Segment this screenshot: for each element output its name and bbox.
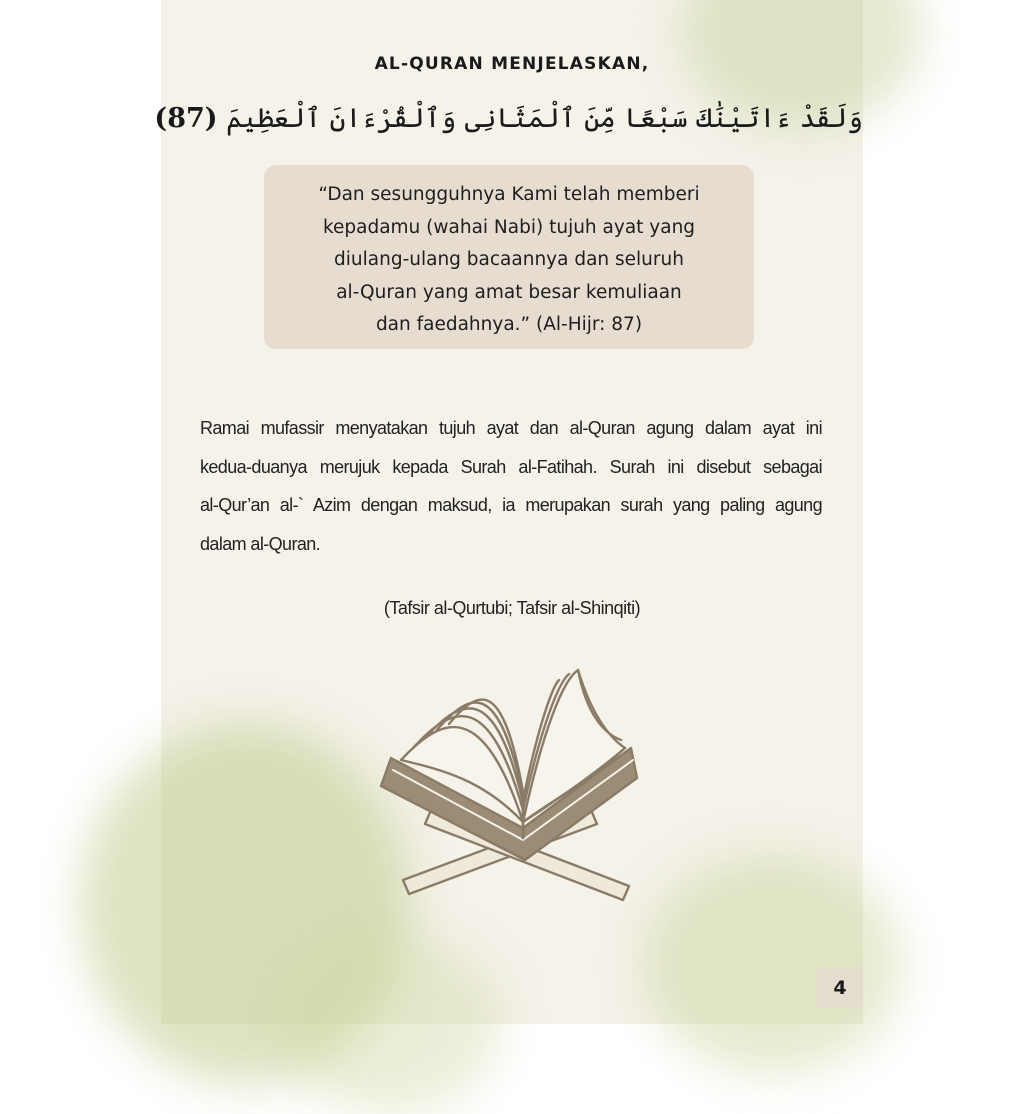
translation-quote-box (264, 165, 754, 349)
translation-line: dan faedahnya.” (Al-Hijr: 87) (375, 314, 643, 335)
commentary-line: dalam al-Quran. (200, 533, 321, 554)
open-quran-on-rehal-icon (373, 660, 643, 920)
translation-line: al-Quran yang amat besar kemuliaan (336, 281, 682, 303)
translation-line: “Dan sesungguhnya Kami telah memberi (318, 184, 700, 205)
section-heading: AL-QURAN MENJELASKAN, (374, 54, 650, 74)
arabic-verse (154, 103, 863, 134)
watercolor-wash-bottom-center (281, 934, 501, 1114)
commentary-paragraph (200, 409, 822, 563)
commentary-line: al-Qur’an al-` Azim dengan maksud, ia merupakan surah yang paling agung (200, 495, 822, 515)
translation-line: kepadamu (wahai Nabi) tujuh ayat yang (322, 216, 696, 238)
watercolor-wash-bottom-left (81, 724, 411, 1084)
source-citation: (Tafsir al-Qurtubi; Tafsir al-Shinqiti) (383, 598, 641, 618)
commentary-line: kedua-duanya merujuk kepada Surah al-Fatihah. Surah ini disebut sebagai (200, 456, 822, 477)
watercolor-wash-bottom-right (643, 854, 903, 1074)
verse-number: (87) (154, 103, 218, 134)
commentary-line: Ramai mufassir menyatakan tujuh ayat dan al-Quran agung dalam ayat ini (200, 418, 822, 438)
book-page (154, 0, 863, 1024)
arabic-verse-text: وَلَقَدْ ءَاتَيْنَٰكَ سَبْعًا مِّنَ ٱلْمَثَانِى وَٱلْقُرْءَانَ ٱلْعَظِيمَ (226, 103, 863, 134)
translation-line: diulang-ulang bacaannya dan seluruh (334, 249, 684, 270)
page-number: 4 (817, 968, 863, 1008)
